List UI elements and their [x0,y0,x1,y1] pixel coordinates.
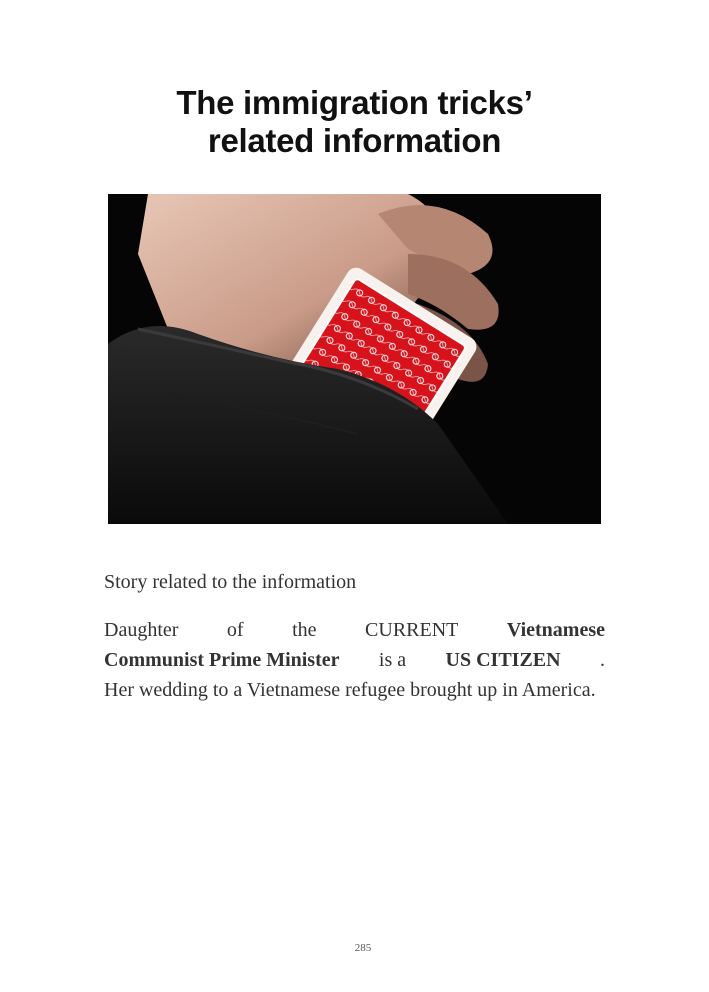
body-bold-citizen: US CITIZEN [445,649,561,671]
body-bold-office: Communist Prime Minister [104,649,340,671]
body-line2-end: . [600,649,605,671]
body-word-4: CURRENT [365,619,459,641]
body-line-3: Her wedding to a Vietnamese refugee brought up in America. [104,679,596,701]
body-word-2: of [226,619,244,641]
body-line-2 [104,645,605,675]
body-word-5: Vietnamese [506,619,605,641]
story-caption: Story related to the information [104,571,357,593]
body-line2-mid: is a [378,649,407,671]
story-body [104,615,605,705]
page-number: 285 [354,942,372,954]
title-line-2: related information [207,122,502,159]
body-line-1 [104,615,605,645]
body-word-1: Daughter [104,619,179,641]
page-title [0,84,709,160]
body-word-3: the [292,619,317,641]
card-up-sleeve-photo [108,194,601,524]
title-line-1: The immigration tricks’ [176,84,533,121]
